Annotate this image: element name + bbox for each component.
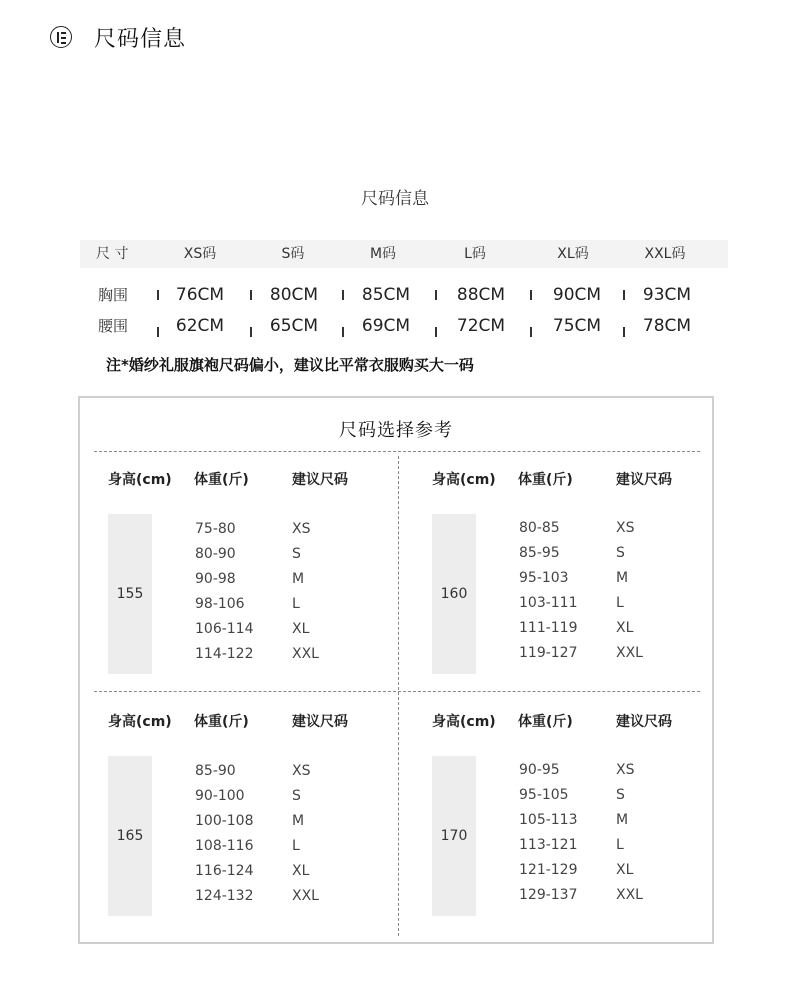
height-column-header: 身高(cm) [432,714,496,730]
suggested-size: XS [616,520,635,536]
suggested-size: XL [292,863,310,879]
size-value: 76CM [175,285,225,305]
suggested-size: XS [616,762,635,778]
height-column-header: 身高(cm) [108,714,172,730]
height-column-header: 身高(cm) [108,472,172,488]
weight-column-header: 体重(斤) [194,714,249,730]
weight-range: 90-98 [195,571,236,587]
size-value: 65CM [269,316,319,336]
size-table-title: 尺码信息 [361,189,429,209]
suggested-size: L [292,838,300,854]
list-icon [50,26,72,48]
separator-tick [342,327,344,337]
weight-range: 85-95 [519,545,560,561]
weight-range: 113-121 [519,837,578,853]
separator-tick [157,327,159,337]
weight-range: 75-80 [195,521,236,537]
weight-range: 108-116 [195,838,254,854]
suggested-size: XS [292,763,311,779]
weight-range: 95-103 [519,570,569,586]
suggested-size: M [292,813,305,829]
weight-range: 129-137 [519,887,578,903]
size-header-cell: L码 [464,246,486,262]
suggested-size: S [292,546,301,562]
size-value: 88CM [456,285,506,305]
reference-title: 尺码选择参考 [339,420,453,441]
suggested-size: XL [616,862,634,878]
weight-range: 116-124 [195,863,254,879]
suggested-size: L [616,837,624,853]
size-value: 75CM [552,316,602,336]
height-value: 165 [116,828,144,844]
weight-range: 98-106 [195,596,245,612]
size-column-header: 建议尺码 [292,472,348,488]
size-value: 72CM [456,316,506,336]
size-header-cell: XS码 [183,246,217,262]
separator-tick [157,290,159,300]
reference-group [432,711,732,941]
separator-tick [250,327,252,337]
weight-range: 106-114 [195,621,254,637]
weight-range: 103-111 [519,595,578,611]
size-value: 90CM [552,285,602,305]
size-value: 93CM [642,285,692,305]
separator-tick [623,290,625,300]
size-value: 69CM [361,316,411,336]
suggested-size: XXL [616,887,643,903]
size-header-cell: S码 [281,246,305,262]
reference-group [108,711,408,941]
weight-column-header: 体重(斤) [518,714,573,730]
size-value: 78CM [642,316,692,336]
reference-group [432,469,732,699]
reference-group [108,469,408,699]
size-reference-box [78,396,714,944]
divider [94,451,700,452]
separator-tick [530,327,532,337]
separator-tick [435,290,437,300]
suggested-size: XL [616,620,634,636]
height-value: 170 [440,828,468,844]
separator-tick [435,327,437,337]
suggested-size: S [616,545,625,561]
separator-tick [623,327,625,337]
suggested-size: XS [292,521,311,537]
height-column-header: 身高(cm) [432,472,496,488]
weight-range: 105-113 [519,812,578,828]
size-value: 85CM [361,285,411,305]
size-header-cell: M码 [369,246,397,262]
size-value: 62CM [175,316,225,336]
size-column-header: 建议尺码 [616,714,672,730]
suggested-size: M [292,571,305,587]
size-row-waist [80,312,728,340]
suggested-size: XL [292,621,310,637]
weight-range: 90-95 [519,762,560,778]
suggested-size: M [616,570,629,586]
weight-range: 124-132 [195,888,254,904]
suggested-size: L [292,596,300,612]
section-title: 尺码信息 [94,26,187,52]
suggested-size: XXL [292,888,319,904]
weight-range: 119-127 [519,645,578,661]
size-table-header [80,240,728,268]
size-column-header: 建议尺码 [616,472,672,488]
suggested-size: L [616,595,624,611]
weight-column-header: 体重(斤) [194,472,249,488]
weight-range: 111-119 [519,620,578,636]
size-header-cell: XL码 [557,246,589,262]
weight-range: 90-100 [195,788,245,804]
size-value: 80CM [269,285,319,305]
suggested-size: XXL [616,645,643,661]
weight-range: 121-129 [519,862,578,878]
size-header-label: 尺 寸 [96,246,129,262]
height-value: 155 [116,586,144,602]
suggested-size: S [292,788,301,804]
size-note: 注*婚纱礼服旗袍尺码偏小，建议比平常衣服购买大一码 [106,356,474,374]
size-row-chest [80,281,728,309]
weight-range: 95-105 [519,787,569,803]
size-row-label: 胸围 [98,286,129,304]
weight-range: 114-122 [195,646,254,662]
size-header-cell: XXL码 [644,246,686,262]
weight-column-header: 体重(斤) [518,472,573,488]
suggested-size: XXL [292,646,319,662]
weight-range: 85-90 [195,763,236,779]
suggested-size: M [616,812,629,828]
height-value: 160 [440,586,468,602]
separator-tick [530,290,532,300]
weight-range: 80-90 [195,546,236,562]
weight-range: 80-85 [519,520,560,536]
size-row-label: 腰围 [98,317,129,335]
section-header [50,22,186,52]
separator-tick [250,290,252,300]
weight-range: 100-108 [195,813,254,829]
separator-tick [342,290,344,300]
size-column-header: 建议尺码 [292,714,348,730]
suggested-size: S [616,787,625,803]
